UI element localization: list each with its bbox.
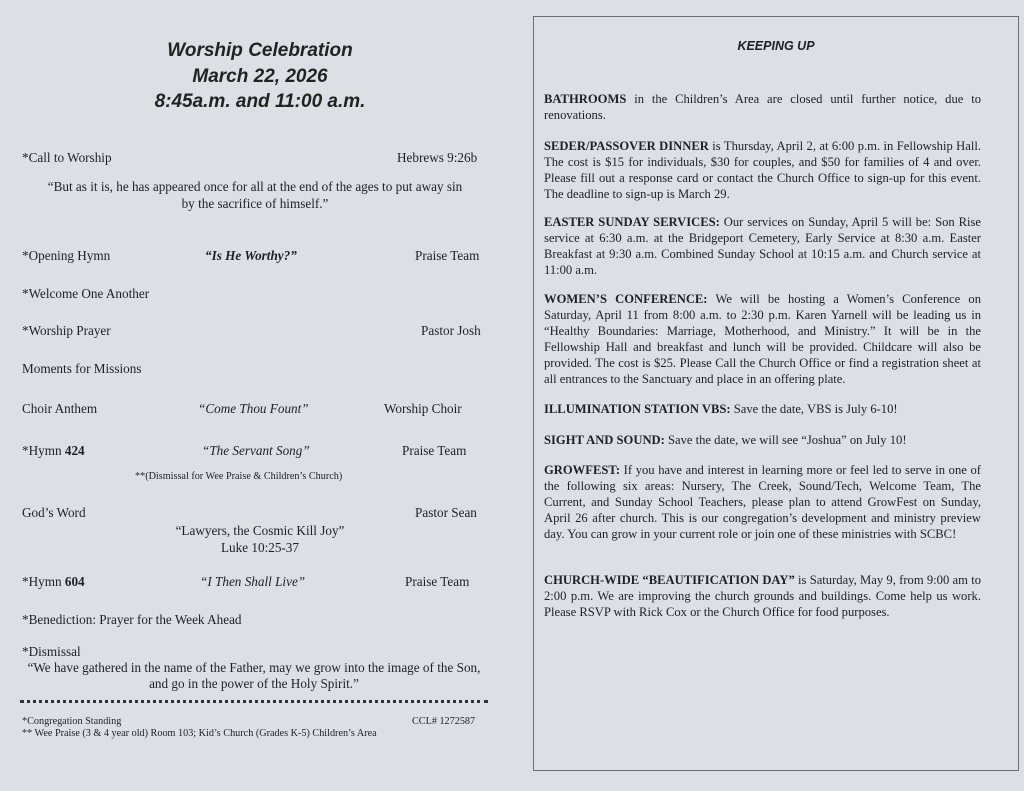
order-of-worship-panel [0, 0, 510, 791]
keeping-up-title: KEEPING UP [737, 39, 815, 53]
announcement-text: We will be hosting a Women’s Conference on Saturday, April 11 from 8:00 a.m. to 2:30 p.m. Karen Yarnell will be leading us in “Healthy Boundaries: Marriage, Motherhood, and Ministry.” It will be in the Fellowship Hall and breakfast and lunch will be provided. Childcare will also be provided. The cost is $25. Please Call the Church Office or find a registration sheet at all entrances to the Sanctuary and place in an offering plate. [544, 292, 981, 386]
announcement-heading: CHURCH-WIDE “BEAUTIFICATION DAY” [544, 573, 795, 587]
announcement-text: is Saturday, May 9, from 9:00 am to 2:00 p.m. We are improving the church grounds and buildings. Come help us work. Please RSVP with Rick Cox or the Church Office for food purposes. [544, 573, 981, 619]
hymn-prefix: *Hymn [22, 443, 65, 458]
benediction-label: *Benediction: Prayer for the Week Ahead [22, 612, 242, 627]
hymn-604-title: “I Then Shall Live” [200, 574, 306, 589]
hymn-604-leader: Praise Team [405, 574, 470, 589]
call-to-worship-label: *Call to Worship [22, 150, 112, 165]
announcement-growfest [544, 463, 981, 543]
announcement-text: in the Children’s Area are closed until further notice, due to renovations. [544, 92, 981, 122]
announcement-text: If you have and interest in learning more or feel led to serve in one of the following six areas: Nursery, The Creek, Sound/Tech, Welcome Team, The Current, and Sunday School Teachers, please plan to attend GrowFest on Sunday, April 26 after church. This is our congregation’s development and ministry preview day. You can grow in your current role or join one of these ministries with SCBC! [544, 463, 981, 541]
sermon-title: “Lawyers, the Cosmic Kill Joy” [175, 523, 345, 538]
announcement-heading: WOMEN’S CONFERENCE: [544, 292, 708, 306]
hymn-424-label [22, 443, 85, 459]
keeping-up-box [533, 16, 1019, 771]
announcement-bathrooms [544, 92, 981, 124]
announcement-womens-conference [544, 292, 981, 387]
ccl-number: CCL# 1272587 [412, 716, 476, 727]
worship-prayer-leader: Pastor Josh [421, 323, 481, 338]
announcement-heading: ILLUMINATION STATION VBS: [544, 402, 731, 416]
dismissal-note: **(Dismissal for Wee Praise & Children’s Church) [135, 471, 343, 482]
sermon-reference: Luke 10:25-37 [220, 540, 299, 555]
congregation-standing-note: *Congregation Standing [22, 716, 122, 727]
announcement-text: Save the date, VBS is July 6-10! [730, 402, 898, 416]
announcement-text: Save the date, we will see “Joshua” on July 10! [664, 433, 907, 447]
choir-anthem-label: Choir Anthem [22, 401, 98, 416]
welcome-label: *Welcome One Another [22, 286, 150, 301]
opening-hymn-leader: Praise Team [415, 248, 480, 263]
announcement-seder [544, 139, 981, 203]
announcement-heading: BATHROOMS [544, 92, 627, 106]
dismissal-quote: “We have gathered in the name of the Father, may we grow into the image of the Son, and go in the power of the Holy Spirit.” [27, 660, 481, 691]
opening-hymn-label: *Opening Hymn [22, 248, 111, 263]
missions-label: Moments for Missions [22, 361, 142, 376]
service-times: 8:45a.m. and 11:00 a.m. [154, 91, 366, 112]
call-to-worship-quote: “But as it is, he has appeared once for all at the end of the ages to put away sin by the sacrifice of himself.” [47, 179, 463, 211]
choir-anthem-title: “Come Thou Fount” [198, 401, 309, 416]
announcement-text: Our services on Sunday, April 5 will be: Son Rise service at 6:30 a.m. at the Bridgeport Cemetery, Early Service at 8:30 a.m. Easter Breakfast at 9:30 a.m. Combined Sunday School at 10:15 a.m. and Church service at 11:00 a.m. [544, 215, 981, 277]
gods-word-label: God’s Word [22, 505, 86, 520]
hymn-424-leader: Praise Team [402, 443, 467, 458]
hymn-number: 424 [64, 443, 85, 458]
announcement-heading: SIGHT AND SOUND: [544, 433, 665, 447]
worship-prayer-label: *Worship Prayer [22, 323, 111, 338]
announcement-vbs [544, 402, 981, 418]
gods-word-leader: Pastor Sean [415, 505, 477, 520]
announcement-heading: SEDER/PASSOVER DINNER [544, 139, 709, 153]
dismissal-label: *Dismissal [22, 644, 81, 659]
announcement-heading: EASTER SUNDAY SERVICES: [544, 215, 720, 229]
bulletin-title: Worship Celebration [167, 40, 353, 61]
opening-hymn-title: “Is He Worthy?” [205, 248, 297, 263]
announcement-beautification-day [544, 573, 981, 621]
hymn-424-title: “The Servant Song” [202, 443, 310, 458]
choir-anthem-leader: Worship Choir [384, 401, 462, 416]
hymn-604-label [22, 574, 85, 590]
call-to-worship-reference: Hebrews 9:26b [397, 150, 478, 165]
announcement-easter [544, 215, 981, 279]
announcement-text: is Thursday, April 2, at 6:00 p.m. in Fellowship Hall. The cost is $15 for individuals, $30 for couples, and $50 for families of 4 and over. Please fill out a response card or contact the Church Office to sign-up for this event. The deadline to sign-up is March 29. [544, 139, 982, 201]
hymn-number: 604 [64, 574, 85, 589]
bulletin-date: March 22, 2026 [192, 66, 328, 87]
announcement-sight-and-sound [544, 433, 981, 449]
childrens-area-note: ** Wee Praise (3 & 4 year old) Room 103; Kid’s Church (Grades K-5) Children’s Area [22, 728, 377, 739]
dotted-divider [20, 700, 488, 703]
hymn-prefix: *Hymn [22, 574, 65, 589]
announcement-heading: GROWFEST: [544, 463, 621, 477]
